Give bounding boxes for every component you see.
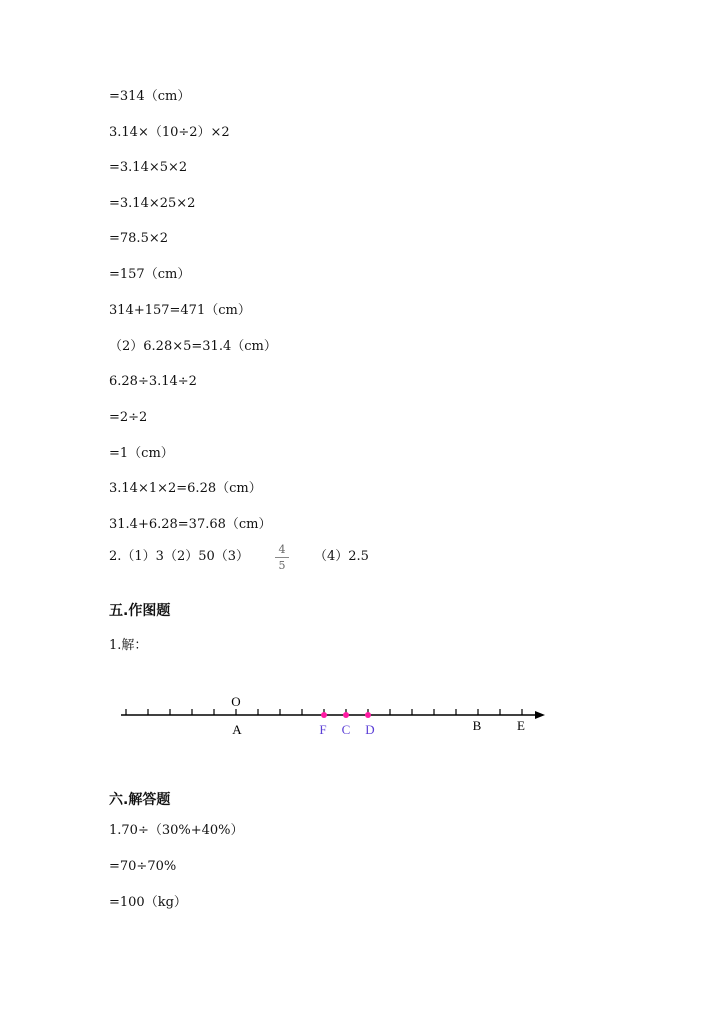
number-line (0, 690, 720, 750)
calc-line-3: =3.14×5×2 (109, 160, 188, 175)
section-5-answer-label: 1.解： (109, 638, 148, 653)
label-a: A (232, 722, 242, 737)
point-d (365, 712, 371, 718)
fraction-denominator: 5 (278, 559, 286, 572)
calc-line-11: =1（cm） (109, 446, 174, 461)
calc-line-4: =3.14×25×2 (109, 196, 196, 211)
fraction-numerator: 4 (278, 543, 286, 556)
calc-line-8: （2）6.28×5=31.4（cm） (109, 339, 277, 354)
calc-line-7: 314+157=471（cm） (109, 303, 251, 318)
label-e: E (517, 718, 525, 733)
number-line-arrow (535, 711, 545, 719)
q2-answer-suffix: （4）2.5 (314, 549, 369, 564)
q2-answer-prefix: 2.（1）3（2）50（3） (109, 549, 250, 564)
label-b: B (472, 718, 482, 733)
section-5-heading: 五.作图题 (109, 603, 171, 619)
label-c: C (341, 722, 351, 737)
label-d: D (365, 722, 375, 737)
calc-line-9: 6.28÷3.14÷2 (109, 374, 197, 389)
fraction-bar (275, 557, 289, 558)
calc-line-12: 3.14×1×2=6.28（cm） (109, 481, 262, 496)
calc-line-2: 3.14×（10÷2）×2 (109, 125, 230, 140)
fraction-four-fifths (272, 544, 292, 571)
calc-line-6: =157（cm） (109, 267, 191, 282)
section-6-line-1: 1.70÷（30%+40%） (109, 823, 244, 838)
calc-line-13: 31.4+6.28=37.68（cm） (109, 517, 272, 532)
section-6-heading: 六.解答题 (109, 792, 171, 808)
section-6-line-2: =70÷70% (109, 859, 177, 874)
label-o: O (231, 694, 241, 709)
calc-line-5: =78.5×2 (109, 231, 169, 246)
calc-line-10: =2÷2 (109, 410, 148, 425)
section-6-line-3: =100（kg） (109, 895, 187, 910)
calc-line-1: =314（cm） (109, 89, 191, 104)
point-f (321, 712, 327, 718)
label-f: F (319, 722, 327, 737)
point-c (343, 712, 349, 718)
